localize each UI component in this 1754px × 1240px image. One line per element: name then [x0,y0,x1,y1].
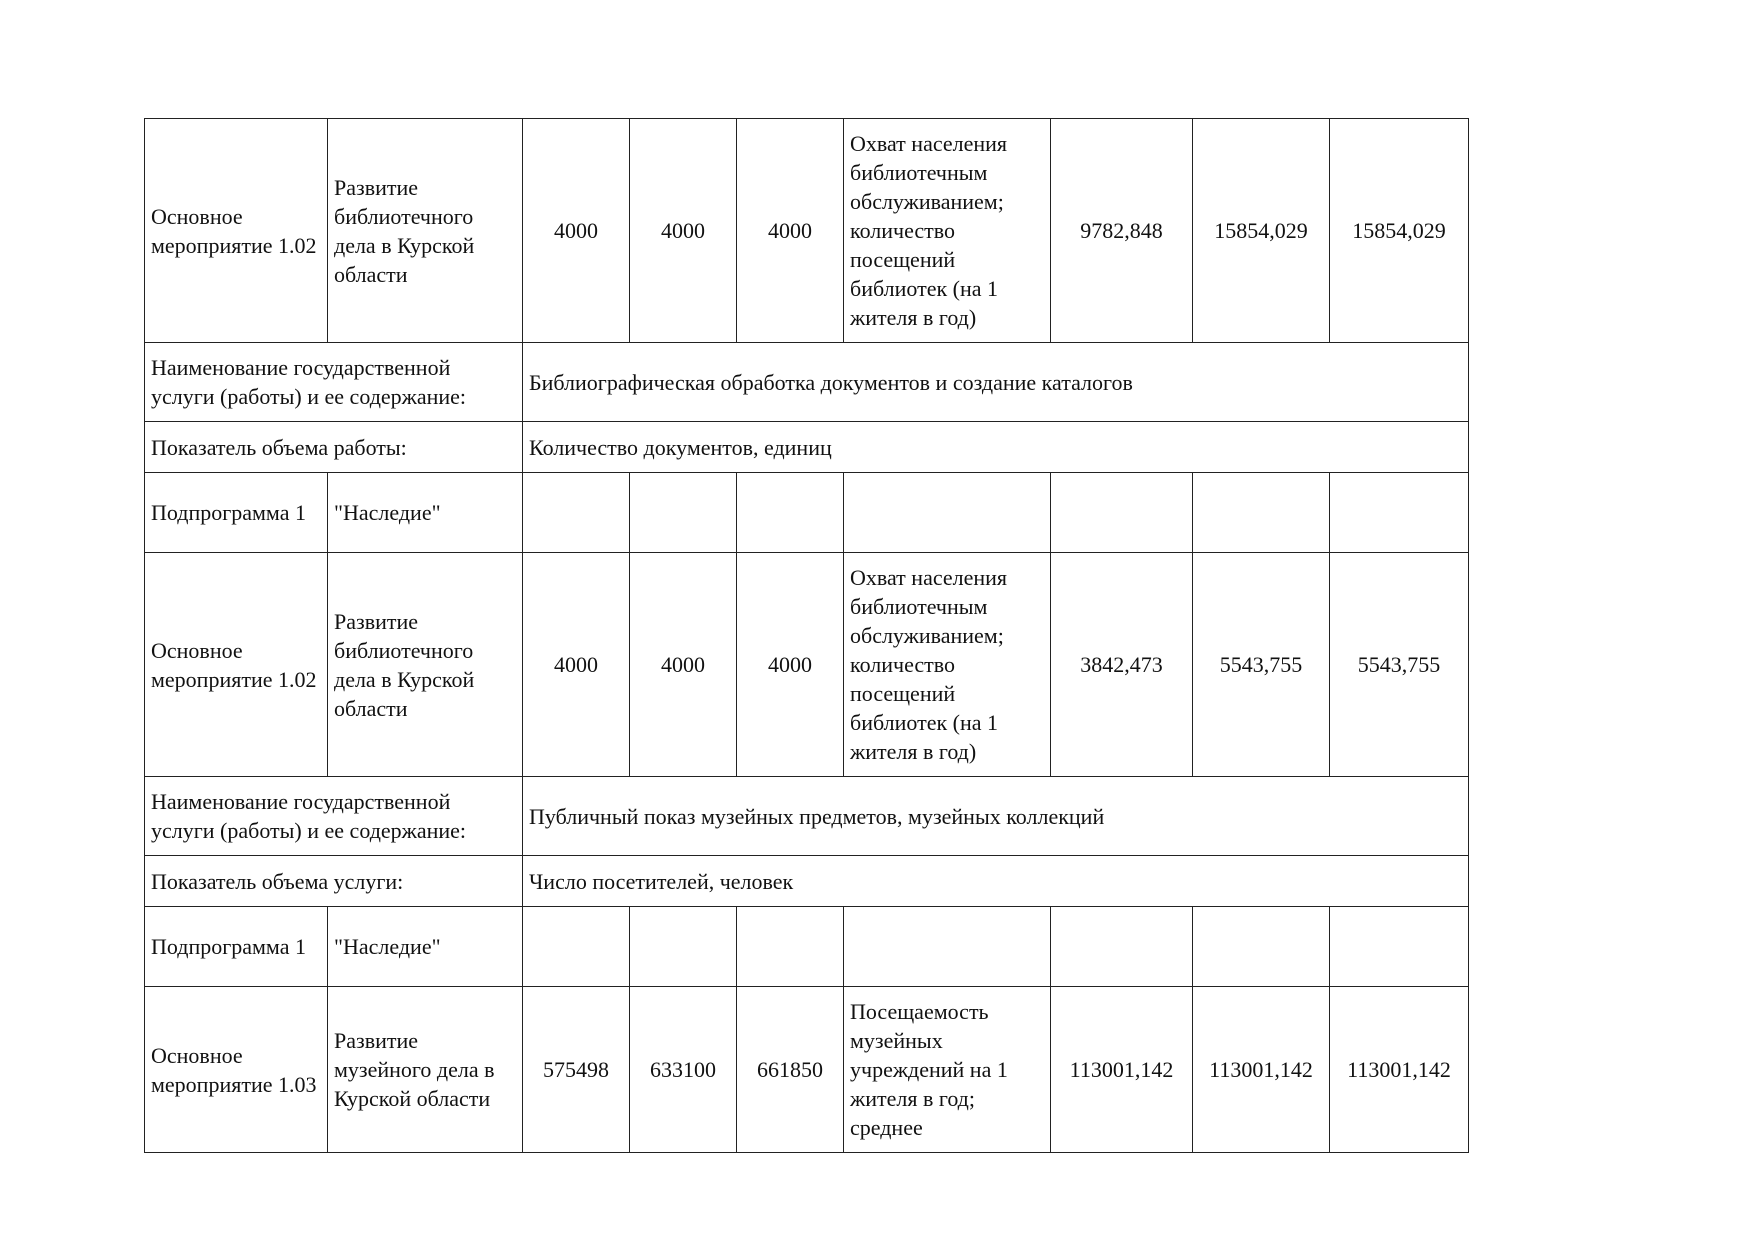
service-value: Число посетителей, человек [523,856,1469,907]
subprogram-description: "Наследие" [328,473,523,553]
subprogram-description: "Наследие" [328,907,523,987]
funding-cell: 5543,755 [1330,553,1469,777]
funding-cell: 9782,848 [1051,119,1193,343]
empty-cell [630,473,737,553]
empty-cell [1051,907,1193,987]
measure-name: Основное мероприятие 1.02 [145,119,328,343]
empty-cell [737,907,844,987]
empty-cell [1193,473,1330,553]
service-label: Показатель объема услуги: [145,856,523,907]
value-cell: 4000 [523,553,630,777]
funding-cell: 15854,029 [1330,119,1469,343]
indicator-cell: Посещаемость музейных учреждений на 1 жителя в год; среднее [844,987,1051,1153]
measure-name: Основное мероприятие 1.03 [145,987,328,1153]
empty-cell [844,473,1051,553]
empty-cell [1193,907,1330,987]
table-row [145,473,1469,553]
empty-cell [523,473,630,553]
empty-cell [523,907,630,987]
table-row [145,856,1469,907]
funding-cell: 113001,142 [1051,987,1193,1153]
subprogram-name: Подпрограмма 1 [145,907,328,987]
value-cell: 661850 [737,987,844,1153]
value-cell: 4000 [630,553,737,777]
service-label: Наименование государственной услуги (работы) и ее содержание: [145,777,523,856]
funding-cell: 113001,142 [1193,987,1330,1153]
measure-name: Основное мероприятие 1.02 [145,553,328,777]
empty-cell [1330,473,1469,553]
value-cell: 4000 [523,119,630,343]
table-row [145,777,1469,856]
funding-cell: 15854,029 [1193,119,1330,343]
table-row [145,119,1469,343]
value-cell: 4000 [737,119,844,343]
indicator-cell: Охват населения библиотечным обслуживанием; количество посещений библиотек (на 1 жителя в год) [844,119,1051,343]
empty-cell [1051,473,1193,553]
subprogram-name: Подпрограмма 1 [145,473,328,553]
measure-description: Развитие музейного дела в Курской области [328,987,523,1153]
table-row [145,553,1469,777]
service-label: Показатель объема работы: [145,422,523,473]
funding-cell: 113001,142 [1330,987,1469,1153]
funding-cell: 3842,473 [1051,553,1193,777]
value-cell: 4000 [630,119,737,343]
table-row [145,422,1469,473]
indicator-cell: Охват населения библиотечным обслуживанием; количество посещений библиотек (на 1 жителя в год) [844,553,1051,777]
value-cell: 633100 [630,987,737,1153]
empty-cell [1330,907,1469,987]
service-value: Количество документов, единиц [523,422,1469,473]
empty-cell [737,473,844,553]
measure-description: Развитие библиотечного дела в Курской области [328,119,523,343]
table-row [145,907,1469,987]
value-cell: 4000 [737,553,844,777]
service-label: Наименование государственной услуги (работы) и ее содержание: [145,343,523,422]
document-table [144,118,1469,1153]
empty-cell [630,907,737,987]
funding-cell: 5543,755 [1193,553,1330,777]
service-value: Библиографическая обработка документов и создание каталогов [523,343,1469,422]
table-row [145,987,1469,1153]
measure-description: Развитие библиотечного дела в Курской области [328,553,523,777]
empty-cell [844,907,1051,987]
table-row [145,343,1469,422]
value-cell: 575498 [523,987,630,1153]
service-value: Публичный показ музейных предметов, музейных коллекций [523,777,1469,856]
